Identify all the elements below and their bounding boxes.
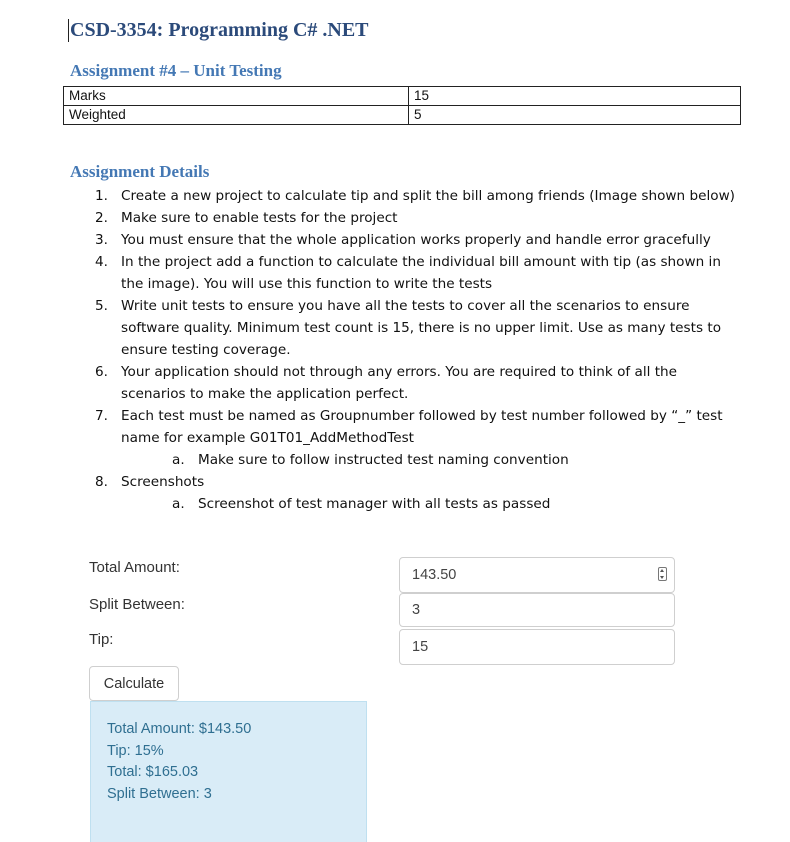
table-cell-value: 15 [409,87,741,106]
list-item-text: Make sure to enable tests for the project [121,210,398,226]
tip-label: Tip: [89,631,114,648]
list-item [95,251,735,295]
result-total: Total: $165.03 [107,764,199,780]
tip-input[interactable] [399,629,675,665]
list-item-number: 4. [95,254,108,270]
tip-value: 15 [412,639,429,655]
result-tip: Tip: 15% [107,742,164,759]
number-spinner-icon[interactable] [658,567,667,581]
total-amount-value: 143.50 [412,567,457,583]
assignment-heading: Assignment #4 – Unit Testing [70,61,282,80]
list-item-text: Create a new project to calculate tip and split the bill among friends (Image shown below) [121,188,735,204]
list-item [95,471,735,515]
table-row [64,87,741,106]
document-title: CSD-3354: Programming C# .NET [70,19,369,41]
list-item [95,361,735,405]
sub-list-item [172,449,735,471]
list-item-text: Each test must be named as Groupnumber followed by test number followed by “_” test name for example G01T01_AddMethodTest [121,408,723,446]
split-between-value: 3 [412,602,421,618]
list-item-text: Your application should not through any errors. You are required to think of all the scenarios to make the application perfect. [121,364,678,402]
assignment-details-list [95,185,735,515]
sub-list-item [172,493,735,515]
list-item [95,295,735,361]
sub-list-item-letter: a. [172,452,185,468]
list-item [95,229,735,251]
result-split-between: Split Between: 3 [107,785,212,802]
list-item-text: You must ensure that the whole application works properly and handle error gracefully [121,232,711,248]
list-item-number: 5. [95,298,108,314]
calculate-button[interactable]: Calculate [89,666,179,701]
list-item-text: Screenshots [121,474,205,490]
result-panel [90,701,367,842]
list-item-text: Write unit tests to ensure you have all the tests to cover all the scenarios to ensure software quality. Minimum test count is 15, there is no upper limit. Use as many tests to ensure testing coverage. [121,298,722,358]
sub-list [121,493,735,515]
list-item-number: 2. [95,210,108,226]
list-item-number: 1. [95,188,108,204]
result-total-amount: Total Amount: $143.50 [107,721,252,737]
total-amount-label: Total Amount: [89,559,180,576]
sub-list [121,449,735,471]
table-cell-label: Weighted [64,106,409,125]
sub-list-item-letter: a. [172,496,185,512]
marks-table [63,86,741,125]
list-item-number: 6. [95,364,108,380]
table-cell-value: 5 [409,106,741,125]
list-item-number: 8. [95,474,108,490]
total-amount-input[interactable] [399,557,675,593]
list-item-text: In the project add a function to calculate the individual bill amount with tip (as shown in the image). You will use this function to write the tests [121,254,721,292]
list-item [95,207,735,229]
sub-list-item-text: Screenshot of test manager with all tests as passed [198,496,551,512]
list-item [95,405,735,471]
details-heading: Assignment Details [70,162,210,181]
list-item-number: 3. [95,232,108,248]
split-between-input[interactable] [399,593,675,627]
table-cell-label: Marks [64,87,409,106]
split-between-label: Split Between: [89,596,185,613]
list-item [95,185,735,207]
sub-list-item-text: Make sure to follow instructed test naming convention [198,452,569,468]
table-row [64,106,741,125]
list-item-number: 7. [95,408,108,424]
